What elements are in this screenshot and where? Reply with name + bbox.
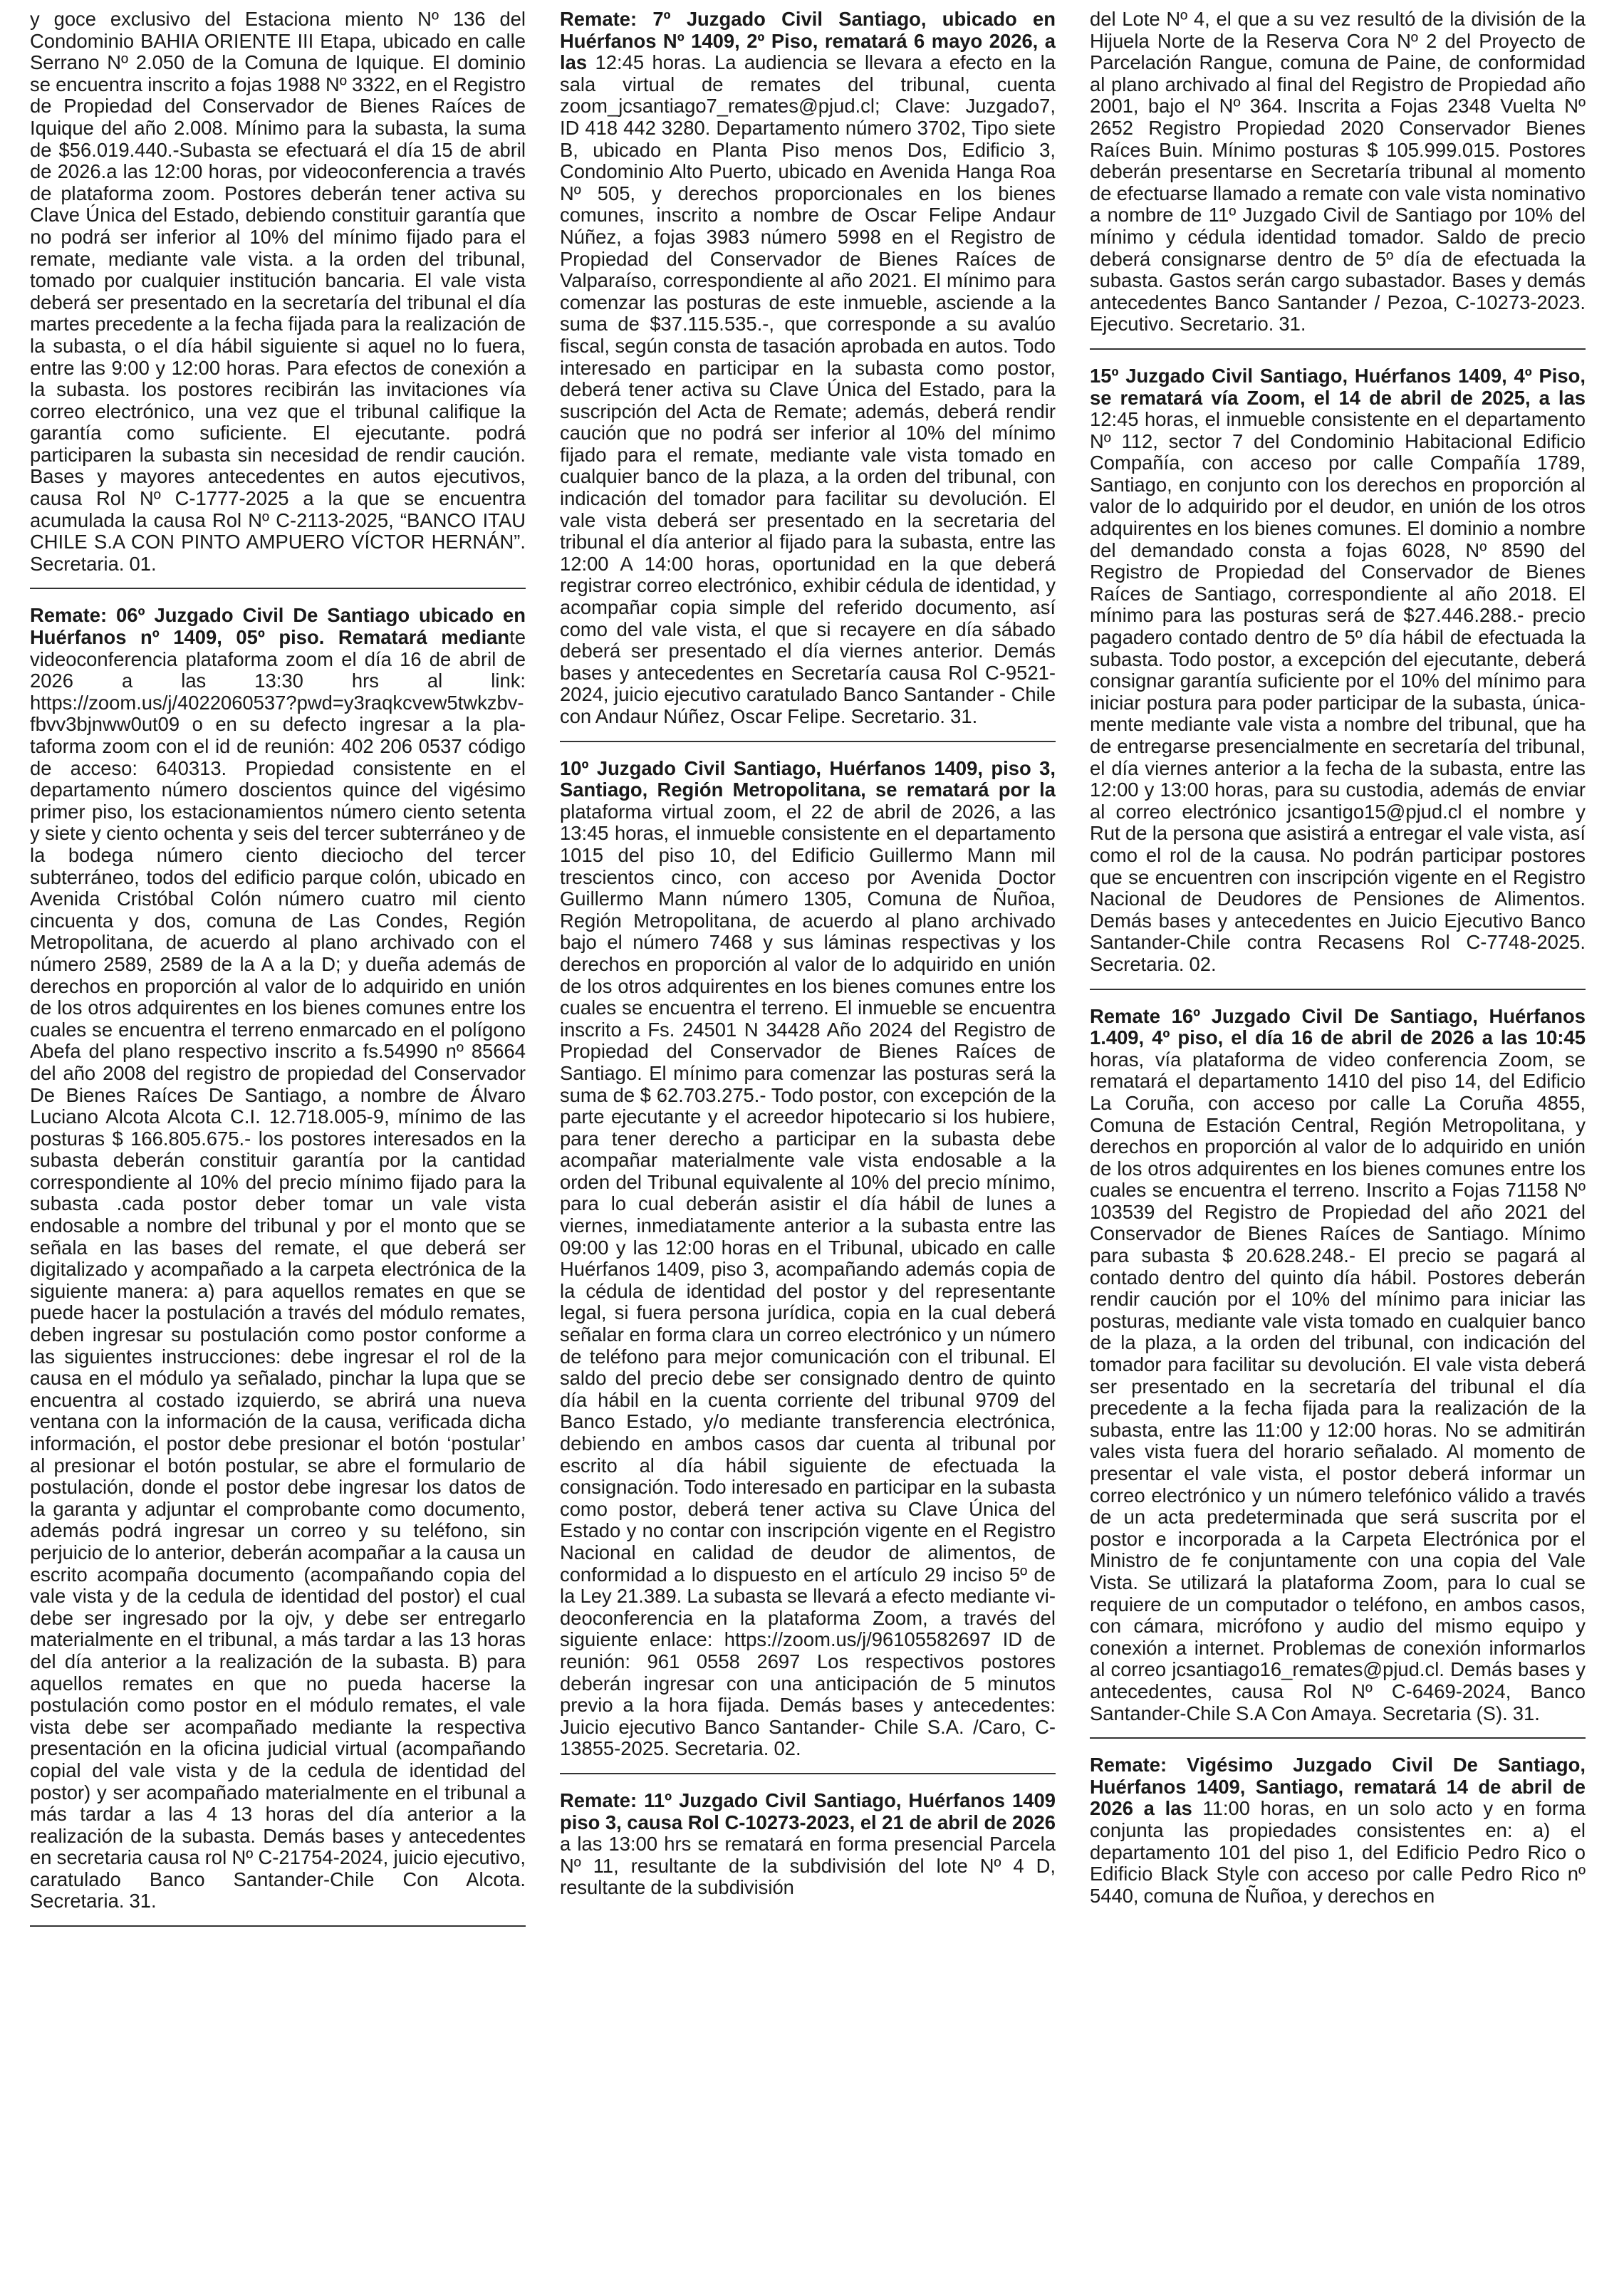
notice-body: horas, vía plataforma de video conferencia Zoom, se rematará el departamento 1410 del piso 14, del Edificio La Coruña, con acceso por calle La Coruña 4855, Comuna de Estación Central, Región Metropolitana, y derechos en proporción al valor de lo adquirido en unión de los otros adquirentes en los bienes comunes entre los cuales se encuentra el terreno. Inscrito a Fojas 71158 Nº 103539 del Registro de Propiedad del año 2021 del Conservador de Bienes Raíces de Santiago. Mínimo para subasta $ 20.628.248.- El precio se pagará al contado dentro del quinto día hábil. Postores deberán rendir caución por el 10% del mínimo para iniciar las posturas, mediante vale vista tomado en cualquier banco de la plaza, a la orden del tribunal, con indicación del tomador para facilitar su devolución. El vale vista deberá ser presentado en la secretaría del tribunal el día precedente a la fecha fijada para la realización de la subasta, entre las 11:00 y 12:00 horas. No se admitirán vales vista fuera del horario señalado. Al momento de presentar el vale vista, el postor deberá informar un correo electrónico y un número telefónico válido a través de un acta predeterminada que será suscrita por el postor e incorporada a la Carpeta Electrónica por el Ministro de fe conjuntamente con una copia del Vale Vista. Se utilizará la plataforma Zoom, para lo cual se requiere de un computador o teléfono, en ambos casos, con cámara, micrófono y audio del mismo equipo y conexión a internet. Problemas de conexión informarlos al correo jcsantiago16_remates@pjud.cl. Demás bases y antecedentes, causa Rol Nº C-6469-2024, Banco Santander-Chile S.A Con Amaya. Secretaria (S). 31. (1090, 1048, 1586, 1724)
divider (1090, 989, 1586, 990)
notice-body: plataforma virtual zoom, el 22 de abril de 2026, a las 13:45 horas, el inmueble consistente en el departamento 1015 del piso 10, del Edificio Guillermo Mann mil trescientos cinco, con acceso por Avenida Doctor Guillermo Mann número 1305, Comuna de Ñuñoa, Región Metropolitana, de acuerdo al plano archivado bajo el número 7468 y sus láminas respectivas y los derechos en proporción al valor de lo adquirido en unión de los otros adquirentes en los bienes comunes entre los cuales se encuentra el terreno. El inmueble se encuentra inscrito a Fs. 24501 N 34428 Año 2024 del Registro de Propiedad del Conservador de Bienes Raíces de Santiago. El mínimo para comenzar las posturas será la suma de $ 62.703.275.- Todo postor, con excepción de la parte ejecutante y el acreedor hipotecario si los hubiere, para tener derecho a participar en la subasta debe acompañar materialmente vale vista endosable a la orden del Tribunal equivalente al 10% del precio mínimo, para lo cual deberán asistir el día hábil de lunes a viernes, inmediatamente anterior a la subasta entre las 09:00 y las 12:00 horas en el Tribunal, ubicado en calle Huérfanos 1409, piso 3, acompañando además copia de la cédula de identidad del postor y del representante legal, si fuera persona jurídica, copia en la cual deberá señalar en forma clara un correo electrónico y un número de teléfono para mejor comunicación con el tribunal. El saldo del precio debe ser consignado dentro de quinto día hábil en la cuenta corriente del tribunal 9709 del Banco Estado, y/o mediante transferencia electrónica, debiendo en ambos casos dar cuenta al tribunal por escrito al día hábil siguiente de efectuada la consignación. Todo interesado en participar en la subasta como postor, deberá tener activa su Clave Única del Estado y no contar con inscripción vigente en el Registro Nacional en calidad de deudor de alimentos, de conformidad a lo dispuesto en el artículo 29 inciso 5º de la Ley 21.389. La subasta se llevará a efecto mediante videoconferencia en la plataforma Zoom, a través del siguiente enlace: https://zoom.us/j/96105582697 ID de reunión: 961 0558 2697 Los respectivos postores deberán ingresar con una anticipación de 5 minutos previo a la hora fijada. Demás bases y antecedentes: Juicio ejecutivo Banco Santander- Chile S.A. /Caro, C-13855-2025. Secretaria. 02. (560, 800, 1056, 1760)
legal-notice (1090, 9, 1586, 335)
notice-body: te videoconferencia plataforma zoom el día 16 de abril de 2026 a las 13:30 hrs al link: https://zoom.us/j/4022060537?pwd=y3raqkcvew5twkzbvfbvv3bjnww0ut09 o en su defecto ingresar a la plataforma zoom con el id de reunión: 402 206 0537 código de acceso: 640313. Propiedad consistente en el departamento número doscientos quince del vigésimo primer piso, los estacionamientos número ciento setenta y siete y ciento ochenta y seis del tercer subterráneo y de la bodega número ciento dieciocho del tercer subterráneo, todos del edificio parque colón, ubicado en Avenida Cristóbal Colón número cuatro mil ciento cincuenta y dos, comuna de Las Condes, Región Metropolitana, de acuerdo al plano archivado con el número 2589, 2589 de la A a la D; y dueña además de derechos en proporción al valor de lo adquirido en unión de los otros adquirentes en los bienes comunes entre los cuales se encuentra el terreno enmarcado en el polígono Abefa del plano respectivo inscrito a fs.54990 nº 85664 del año 2008 del registro de propiedad del Conservador De Bienes Raíces De Santiago, a nombre de Álvaro Luciano Alcota Alcota C.I. 12.718.005-9, mínimo de las posturas $ 166.805.675.- los postores interesados en la subasta deberán constituir garantía por la cantidad correspondiente al 10% del precio mínimo fijado para la subasta .cada postor deber tomar un vale vista endosable a nombre del tribunal y por el monto que se señala en las bases del remate, el que deberá ser digitalizado y acompañado a la carpeta electrónica de la siguiente manera: a) para aquellos remates en que se puede hacer la postulación a través del módulo remates, deben ingresar su postulación como postor conforme a las siguientes instrucciones: debe ingresar el rol de la causa en el módulo ya señalado, pinchar la lupa que se encuentra al costado izquierdo, se abrirá una nueva ventana con la información de la causa, verificada dicha información, el postor debe presionar el botón ‘postular’ al presionar el botón postular, se abre el formulario de postulación, donde el postor debe ingresar los datos de la garanta y adjuntar el comprobante como documento, además podrá ingresar un correo y su teléfono, sin perjuicio de lo anterior, deberán acompañar a la causa un escrito acompaña documento (acompañando copia del vale vista y de la cedula de identidad del postor) el cual debe ser ingresado por la ojv, y debe ser entregarlo materialmente en el tribunal, a más tardar a las 13 horas del día anterior a la realización de la subasta. B) para aquellos remates en que no pueda hacerse la postulación como postor en el módulo remates, el vale vista debe ser acompañado mediante la respectiva presentación en la oficina judicial virtual (acompañando copial del vale vista y de la cedula de identidad del postor) y ser acompañado materialmente en el tribunal a más tardar a las 4 13 horas del día anterior a la realización de la subasta. Demás bases y antecedentes en secretaria causa rol Nº C-21754-2024, juicio ejecutivo, caratulado Banco Santander-Chile Con Alcota. Secretaria. 31. (30, 626, 526, 1912)
legal-notice (30, 9, 526, 575)
notice-body: a las 13:00 hrs se rematará en forma presencial Parcela Nº 11, resultante de la subdivisión del lote Nº 4 D, resultante de la subdivisión (560, 1833, 1056, 1899)
divider (30, 1925, 526, 1927)
divider (1090, 1737, 1586, 1739)
divider (560, 741, 1056, 742)
legal-notice (560, 9, 1056, 728)
legal-notice (560, 758, 1056, 1760)
column-2 (560, 9, 1056, 2281)
notice-body: del Lote Nº 4, el que a su vez resultó de la división de la Hijuela Norte de la Reserva Cora Nº 2 del Proyecto de Parcelación Rangue, comuna de Paine, de conformidad al plano archivado al final del Registro de Propiedad año 2001, bajo el Nº 364. Inscrita a Fojas 2348 Vuelta Nº 2652 Registro Propiedad 2020 Conservador Bienes Raíces Buin. Mínimo posturas $ 105.999.015. Postores deberán presentarse en Secretaría tribunal al momento de efectuarse llamado a remate con vale vista nominativo a nombre de 11º Juzgado Civil de Santiago por 10% del mínimo y cédula identidad tomador. Saldo de precio deberá consignarse dentro de 5º día de efectuada la subasta. Gastos serán cargo subastador. Bases y demás antecedentes Banco Santander / Pezoa, C-10273-2023. Ejecutivo. Secretario. 31. (1090, 9, 1586, 335)
divider (560, 1773, 1056, 1774)
notice-heading: Remate: 06º Juzgado Civil De Santiago ubicado en Huérfanos nº 1409, 05º piso. Rematará median (30, 604, 526, 649)
legal-notice (1090, 1006, 1586, 1725)
legal-notice (30, 605, 526, 1912)
notice-heading: Remate: 11º Juzgado Civil Santiago, Huérfanos 1409 piso 3, causa Rol C-10273-2023, el 21 de abril de 2026 (560, 1789, 1056, 1833)
legal-notice (560, 1790, 1056, 1899)
legal-notice (1090, 365, 1586, 976)
notice-body: 12:45 horas. La audiencia se llevara a efecto en la sala virtual de remates del tribunal, cuenta zoom_jcsantiago7_remates@pjud.cl; Clave: Juzgado7, ID 418 442 3280. Departamento número 3702, Tipo siete B, ubicado en Planta Piso menos Dos, Edificio 3, Condominio Alto Puerto, ubicado en Avenida Hanga Roa Nº 505, y derechos proporcionales en los bienes comunes, inscrito a nombre de Oscar Felipe Andaur Núñez, a fojas 3983 número 5998 en el Registro de Propiedad del Conservador de Bienes Raíces de Valparaíso, correspondiente al año 2021. El mínimo para comenzar las posturas de este inmueble, asciende a la suma de $37.115.535.-, que corresponde a su avalúo fiscal, según consta de tasación aprobada en autos. Todo interesado en participar en la subasta como postor, deberá tener activa su Clave Única del Estado, para la suscripción del Acta de Remate; además, deberá rendir caución que no podrá ser inferior al 10% del mínimo fijado para el remate, mediante vale vista tomado en cualquier banco de la plaza, a la orden del tribunal, con indicación del tomador para facilitar su devolución. El vale vista deberá ser presentado en la secretaria del tribunal el día anterior al fijado para la subasta, entre las 12:00 A 14:00 horas, oportunidad en la que deberá registrar correo electrónico, exhibir cédula de identidad, y acompañar copia simple del referido documento, así como del vale vista, el que si recayere en día sábado deberá ser presentado el día viernes anterior. Demás bases y antecedentes en Secretaría causa Rol C-9521-2024, juicio ejecutivo caratulado Banco Santander - Chile con Andaur Núñez, Oscar Felipe. Secretario. 31. (560, 51, 1056, 727)
notice-heading: 15º Juzgado Civil Santiago, Huérfanos 1409, 4º Piso, se rematará vía Zoom, el 14 de abril de 2025, a las (1090, 364, 1586, 409)
legal-notice (1090, 1754, 1586, 1907)
notice-body: y goce exclusivo del Estaciona miento Nº 136 del Condominio BAHIA ORIENTE III Etapa, ubicado en calle Serrano Nº 2.050 de la Comuna de Iquique. El dominio se encuentra inscrito a fojas 1988 Nº 3322, en el Registro de Propiedad del Conservador de Bienes Raíces de Iquique del año 2.008. Mínimo para la subasta, la suma de $56.019.440.-Subasta se efectuará el día 15 de abril de 2026.a las 12:00 horas, por videoconferencia a través de plataforma zoom. Postores deberán tener activa su Clave Única del Estado, debiendo constituir garantía que no podrá ser inferior al 10% del mínimo fijado para el remate, mediante vale vista. a la orden del tribunal, tomado por cualquier institución bancaria. El vale vista deberá ser presentado en la secretaría del tribunal el día martes precedente a la fecha fijada para la realización de la subasta, o el día hábil siguiente si aquel no lo fuera, entre las 9:00 y 12:00 horas. Para efectos de conexión a la subasta. los postores recibirán las invitaciones vía correo electrónico, una vez que el tribunal califique la garantía como suficiente. El ejecutante. podrá participaren la subasta sin necesidad de rendir caución. Bases y mayores antecedentes en autos ejecutivos, causa Rol Nº C-1777-2025 a la que se encuentra acumulada la causa Rol Nº C-2113-2025, “BANCO ITAU CHILE S.A CON PINTO AMPUERO VÍCTOR HERNÁN”. Secretaria. 01. (30, 9, 526, 575)
notice-heading: Remate 16º Juzgado Civil De Santiago, Huérfanos 1.409, 4º piso, el día 16 de abril de 2026 a las 10:45 (1090, 1004, 1586, 1049)
notice-heading: 10º Juzgado Civil Santiago, Huérfanos 1409, piso 3, Santiago, Región Metropolitana, se rematará por la (560, 756, 1056, 801)
column-3 (1090, 9, 1586, 2281)
notice-body: 12:45 horas, el inmueble consistente en el departamento Nº 112, sector 7 del Condominio Habitacional Edificio Compañía, con acceso por calle Compañía 1789, Santiago, en conjunto con los derechos en proporción al valor de lo adquirido por el deudor, en unión de los otros adquirentes en los bienes comunes. El dominio a nombre del demandado consta a fojas 6028, Nº 8590 del Registro de Propiedad del Conservador de Bienes Raíces de Santiago, correspondiente al año 2018. El mínimo para las posturas será de $27.446.288.- precio pagadero contado dentro de 5º día hábil de efectuada la subasta. Todo postor, a excepción del ejecutante, deberá consignar garantía suficiente por el 10% del mínimo para iniciar postura para poder participar de la subasta, únicamente mediante vale vista a nombre del tribunal, que ha de entregarse presencialmente en secretaría del tribunal, el día viernes anterior a la fecha de la subasta, entre las 12:00 y 13:00 horas, para su custodia, además de enviar al correo electrónico jcsantigo15@pjud.cl el nombre y Rut de la persona que asistirá a entregar el vale vista, así como el rol de la causa. No podrán participar postores que se encuentren con inscripción vigente en el Registro Nacional de Deudores de Pensiones de Alimentos. Demás bases y antecedentes en Juicio Ejecutivo Banco Santander-Chile contra Recasens Rol C-7748-2025. Secretaria. 02. (1090, 408, 1586, 975)
notice-heading: Remate: 7º Juzgado Civil Santiago, ubicado en Huérfanos Nº 1409, 2º Piso, rematará 6 mayo 2026, a las (560, 9, 1056, 74)
notice-heading: Remate: Vigésimo Juzgado Civil De Santiago, Huérfanos 1409, Santiago, rematará 14 de abril de 2026 a las (1090, 1754, 1586, 1820)
notice-body: 11:00 horas, en un solo acto y en forma conjunta las propiedades consistentes en: a) el departamento 101 del piso 1, del Edificio Pedro Rico o Edificio Black Style con acceso por calle Pedro Rico nº 5440, comuna de Ñuñoa, y derechos en (1090, 1797, 1586, 1907)
column-1 (30, 9, 526, 2281)
divider (1090, 348, 1586, 350)
divider (30, 588, 526, 589)
